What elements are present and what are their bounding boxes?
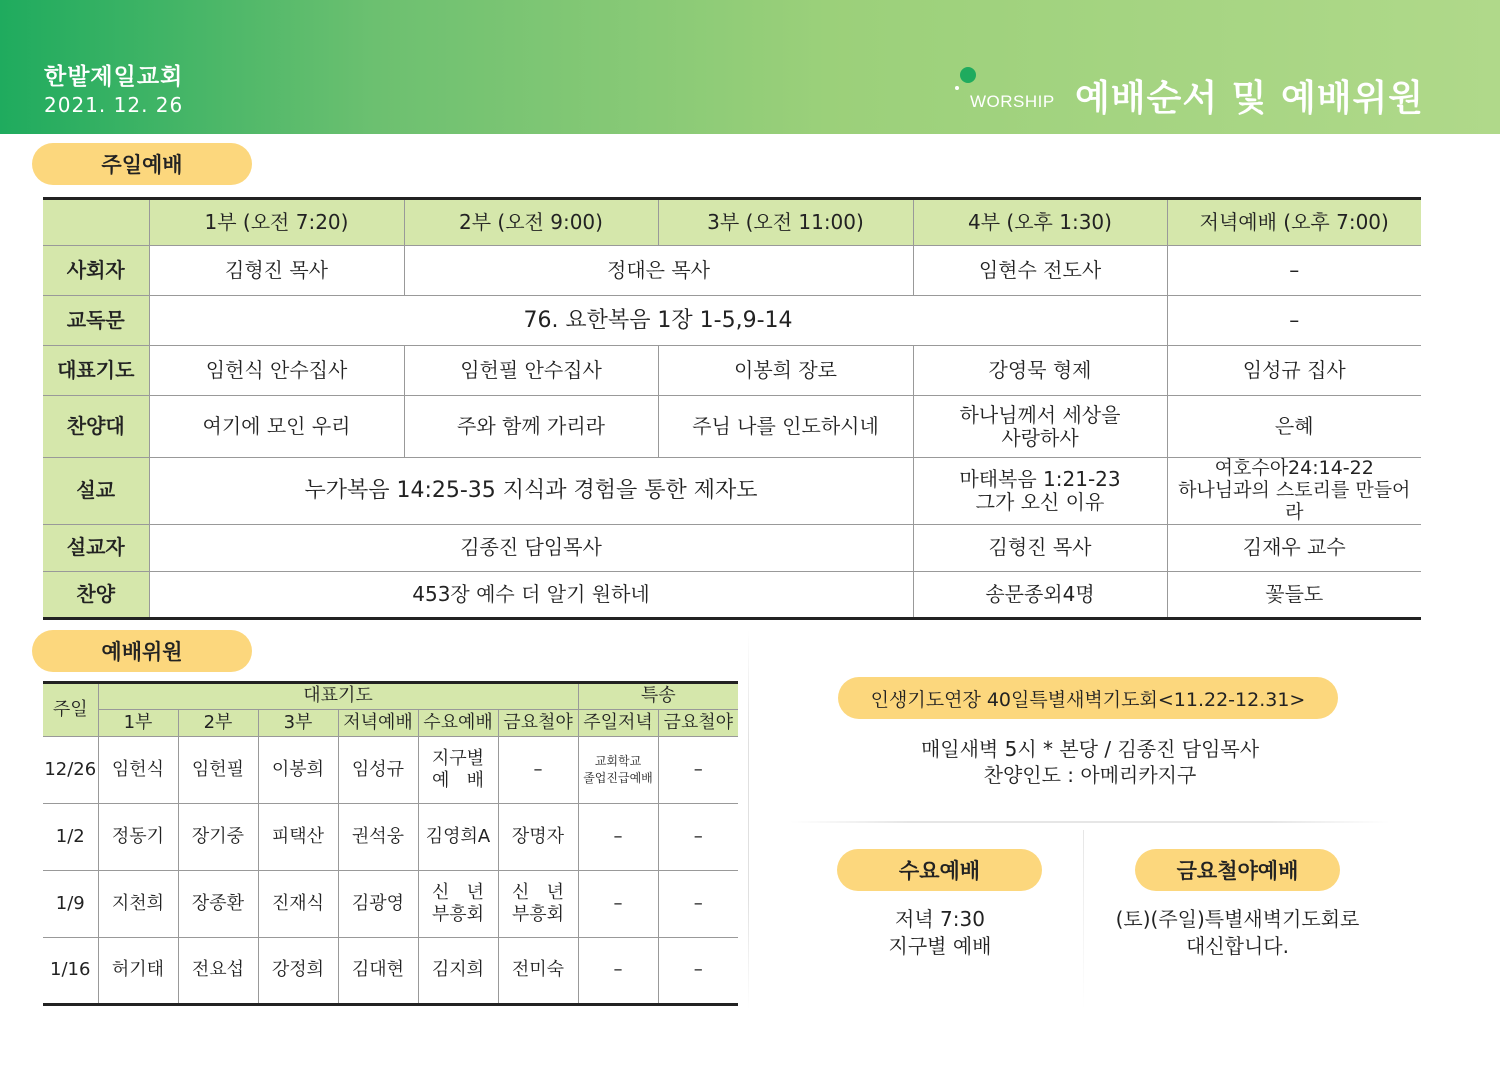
table-cell: 453장 예수 더 알기 원하네 bbox=[149, 571, 913, 618]
notice-line-1: 매일새벽 5시 * 본당 / 김종진 담임목사 bbox=[920, 737, 1260, 761]
table-cell: 김지희 bbox=[418, 938, 498, 1005]
table-cell: 장명자 bbox=[498, 804, 578, 871]
table-cell bbox=[578, 737, 658, 804]
column-header-prayer: 대표기도 bbox=[98, 683, 578, 710]
table-row bbox=[43, 346, 1421, 396]
table-row bbox=[43, 524, 1421, 571]
table-cell: 장종환 bbox=[178, 871, 258, 938]
row-header: 교독문 bbox=[43, 296, 149, 346]
cell-line: 지구별 bbox=[431, 747, 485, 769]
table-cell: 지천희 bbox=[98, 871, 178, 938]
table-cell: – bbox=[578, 804, 658, 871]
cell-line: 하나님께서 세상을 bbox=[959, 402, 1121, 427]
row-header: 설교 bbox=[43, 458, 149, 525]
table-cell: 이봉희 장로 bbox=[658, 346, 913, 396]
table-cell: 임헌필 bbox=[178, 737, 258, 804]
table-cell: 임헌필 안수집사 bbox=[404, 346, 658, 396]
column-header: 3부 bbox=[258, 710, 338, 737]
cell-line: 사랑하사 bbox=[1001, 425, 1079, 450]
date-cell: 1/9 bbox=[43, 871, 98, 938]
table-cell: 여기에 모인 우리 bbox=[149, 396, 404, 458]
table-cell: 송문종외4명 bbox=[913, 571, 1167, 618]
table-subheader-row bbox=[43, 710, 738, 737]
row-header: 대표기도 bbox=[43, 346, 149, 396]
table-cell: 전미숙 bbox=[498, 938, 578, 1005]
table-row bbox=[43, 938, 738, 1005]
table-cell: 김영희A bbox=[418, 804, 498, 871]
notice-title: 인생기도연장 40일특별새벽기도회<11.22-12.31> bbox=[838, 677, 1338, 719]
table-cell bbox=[418, 737, 498, 804]
wednesday-line-1: 저녁 7:30 bbox=[895, 907, 985, 931]
worship-label: WORSHIP bbox=[970, 92, 1055, 111]
worship-committee-table bbox=[43, 681, 738, 1006]
small-dot-icon bbox=[955, 86, 959, 90]
section-label-friday: 금요철야예배 bbox=[1135, 849, 1340, 891]
header-corner bbox=[43, 199, 149, 246]
table-cell: 임성규 집사 bbox=[1167, 346, 1421, 396]
wednesday-line-2: 지구별 예배 bbox=[888, 934, 992, 958]
column-header: 1부 (오전 7:20) bbox=[149, 199, 404, 246]
table-cell: – bbox=[658, 804, 738, 871]
table-cell bbox=[913, 458, 1167, 525]
table-cell: 피택산 bbox=[258, 804, 338, 871]
row-header: 찬양 bbox=[43, 571, 149, 618]
cell-line: 마태복음 1:21-23 bbox=[959, 466, 1121, 491]
table-cell: 은혜 bbox=[1167, 396, 1421, 458]
table-cell bbox=[498, 871, 578, 938]
table-row bbox=[43, 396, 1421, 458]
cell-line: 부흥회 bbox=[511, 904, 565, 925]
table-cell: 김형진 목사 bbox=[149, 246, 404, 296]
cell-line: 신 년 bbox=[512, 881, 564, 903]
date-cell: 1/16 bbox=[43, 938, 98, 1005]
column-header: 저녁예배 (오후 7:00) bbox=[1167, 199, 1421, 246]
table-cell: – bbox=[658, 938, 738, 1005]
table-cell: 장기중 bbox=[178, 804, 258, 871]
bulletin-date: 2021. 12. 26 bbox=[44, 93, 184, 117]
table-header-row bbox=[43, 199, 1421, 246]
table-cell bbox=[418, 871, 498, 938]
table-header-row bbox=[43, 683, 738, 710]
vertical-divider bbox=[1083, 830, 1084, 1010]
friday-line-1: (토)(주일)특별새벽기도회로 bbox=[1115, 907, 1360, 931]
sunday-worship-table bbox=[43, 197, 1421, 620]
table-cell bbox=[1167, 458, 1421, 525]
table-cell: 김대현 bbox=[338, 938, 418, 1005]
column-header: 저녁예배 bbox=[338, 710, 418, 737]
cell-line: 졸업진급예배 bbox=[583, 771, 653, 785]
table-cell bbox=[913, 396, 1167, 458]
table-cell: 김재우 교수 bbox=[1167, 524, 1421, 571]
table-cell: 주님 나를 인도하시네 bbox=[658, 396, 913, 458]
cell-line: 교회학교 bbox=[594, 754, 642, 769]
table-row bbox=[43, 737, 738, 804]
cell-line: 여호수아24:14-22 bbox=[1214, 457, 1374, 479]
section-label-wednesday: 수요예배 bbox=[837, 849, 1042, 891]
column-header: 수요예배 bbox=[418, 710, 498, 737]
column-header: 주일저녁 bbox=[578, 710, 658, 737]
date-cell: 1/2 bbox=[43, 804, 98, 871]
friday-line-2: 대신합니다. bbox=[1186, 934, 1289, 958]
table-cell: 강정희 bbox=[258, 938, 338, 1005]
section-label-committee: 예배위원 bbox=[32, 630, 252, 672]
table-cell: 임헌식 안수집사 bbox=[149, 346, 404, 396]
column-header-date: 주일 bbox=[43, 683, 98, 737]
column-header: 금요철야 bbox=[498, 710, 578, 737]
cell-line: 신 년 bbox=[432, 881, 484, 903]
table-row bbox=[43, 871, 738, 938]
notice-line-2: 찬양인도 : 아메리카지구 bbox=[983, 763, 1197, 787]
column-header: 1부 bbox=[98, 710, 178, 737]
table-cell: 김형진 목사 bbox=[913, 524, 1167, 571]
column-header-special: 특송 bbox=[578, 683, 738, 710]
table-cell: 김광영 bbox=[338, 871, 418, 938]
column-header: 금요철야 bbox=[658, 710, 738, 737]
row-header: 찬양대 bbox=[43, 396, 149, 458]
table-cell: 권석웅 bbox=[338, 804, 418, 871]
cell-line: 예 배 bbox=[432, 770, 484, 791]
dot-icon bbox=[960, 67, 976, 83]
table-row bbox=[43, 246, 1421, 296]
table-row bbox=[43, 296, 1421, 346]
table-cell: 허기태 bbox=[98, 938, 178, 1005]
table-cell: – bbox=[658, 871, 738, 938]
vertical-divider bbox=[748, 630, 749, 1010]
table-cell: 김종진 담임목사 bbox=[149, 524, 913, 571]
table-cell: – bbox=[1167, 296, 1421, 346]
table-cell: 정대은 목사 bbox=[404, 246, 913, 296]
table-cell: 76. 요한복음 1장 1-5,9-14 bbox=[149, 296, 1167, 346]
table-cell: 꽃들도 bbox=[1167, 571, 1421, 618]
header-banner bbox=[0, 0, 1500, 134]
cell-line: 부흥회 bbox=[431, 904, 485, 925]
table-cell: 임현수 전도사 bbox=[913, 246, 1167, 296]
row-header: 설교자 bbox=[43, 524, 149, 571]
cell-line: 하나님과의 스토리를 만들어라 bbox=[1178, 478, 1411, 523]
table-row bbox=[43, 458, 1421, 525]
horizontal-divider bbox=[790, 821, 1390, 823]
table-cell: 주와 함께 가리라 bbox=[404, 396, 658, 458]
table-cell: 진재식 bbox=[258, 871, 338, 938]
table-cell: – bbox=[1167, 246, 1421, 296]
cell-line: 그가 오신 이유 bbox=[975, 489, 1105, 514]
section-label-sunday: 주일예배 bbox=[32, 143, 252, 185]
table-cell: 임헌식 bbox=[98, 737, 178, 804]
table-cell: – bbox=[658, 737, 738, 804]
row-header: 사회자 bbox=[43, 246, 149, 296]
table-row bbox=[43, 571, 1421, 618]
table-cell: 누가복음 14:25-35 지식과 경험을 통한 제자도 bbox=[149, 458, 913, 525]
column-header: 2부 bbox=[178, 710, 258, 737]
table-cell: 전요섭 bbox=[178, 938, 258, 1005]
column-header: 3부 (오전 11:00) bbox=[658, 199, 913, 246]
date-cell: 12/26 bbox=[43, 737, 98, 804]
page-title: 예배순서 및 예배위원 bbox=[1075, 78, 1425, 119]
table-cell: 임성규 bbox=[338, 737, 418, 804]
table-cell: 정동기 bbox=[98, 804, 178, 871]
column-header: 2부 (오전 9:00) bbox=[404, 199, 658, 246]
table-cell: – bbox=[578, 938, 658, 1005]
table-cell: 강영묵 형제 bbox=[913, 346, 1167, 396]
table-cell: 이봉희 bbox=[258, 737, 338, 804]
table-row bbox=[43, 804, 738, 871]
church-name: 한밭제일교회 bbox=[44, 64, 184, 90]
table-cell: – bbox=[578, 871, 658, 938]
column-header: 4부 (오후 1:30) bbox=[913, 199, 1167, 246]
table-cell: – bbox=[498, 737, 578, 804]
